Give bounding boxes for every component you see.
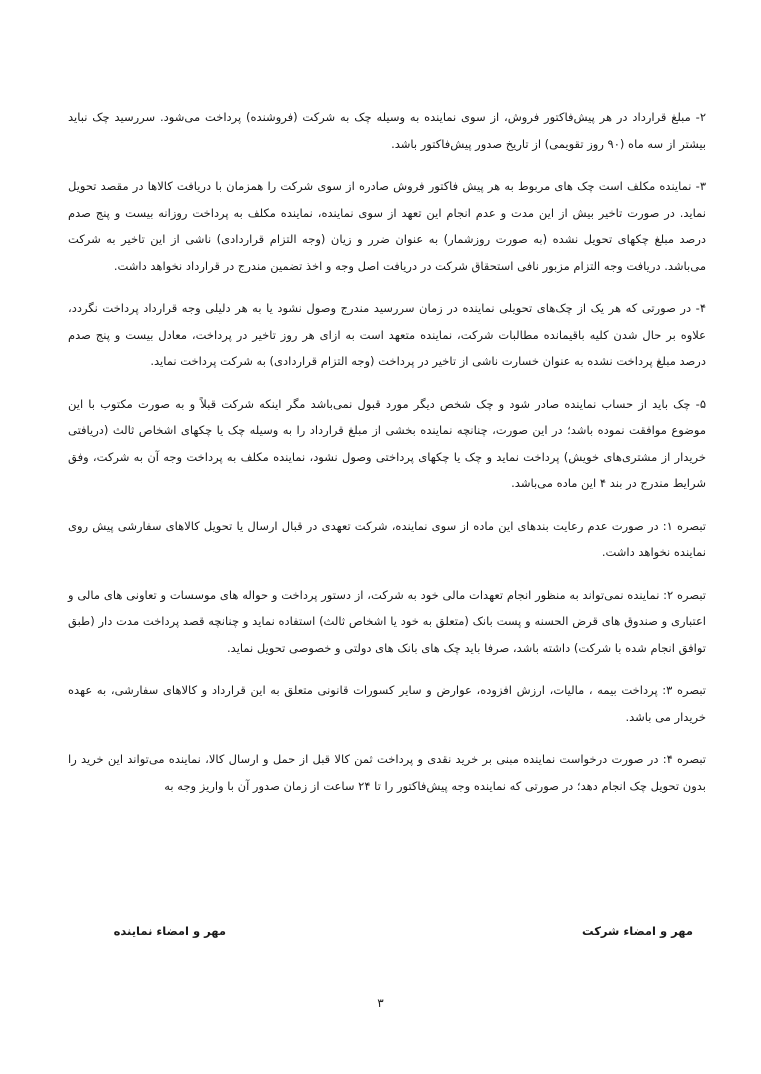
clause-5-paragraph: ۵- چک باید از حساب نماینده صادر شود و چک شخص دیگر مورد قبول نمی‌باشد مگر اینکه شرکت قبلاً و به صورت مکتوب با این موضوع موافقت نموده باشد؛ در این صورت، چنانچه نماینده بخشی از مبلغ قرارداد را به وسیله چک یا چکهای اشخاص ثالث (دریافتی خریدار از مشتری‌های خویش) پرداخت نماید و چک یا چکهای پرداختی وصول نشود، نماینده مکلف به پرداخت وجه آن به شرکت، وفق شرایط مندرج در بند ۴ این ماده می‌باشد.: [68, 396, 706, 490]
clause-4-paragraph: ۴- در صورتی که هر یک از چک‌های تحویلی نماینده در زمان سررسید مندرج وصول نشود یا به هر دلیلی وجه قرارداد پرداخت نگردد، علاوه بر حال شدن کلیه باقیمانده مطالبات شرکت، نماینده متعهد است به ازای هر روز تاخیر در پرداخت، معادل بیست و پنج صدم درصد مبلغ پرداخت نشده به عنوان خسارت ناشی از تاخیر در پرداخت (وجه التزام قراردادی) به شرکت پرداخت نماید.: [68, 301, 706, 368]
contract-body: [68, 104, 706, 815]
clause-3-paragraph: ۳- نماینده مکلف است چک های مربوط به هر پیش فاکتور فروش صادره از سوی شرکت را همزمان با دریافت کالاها در مقصد تحویل نماید. در صورت تاخیر بیش از این مدت و عدم انجام این تعهد از سوی نماینده، نماینده مکلف به پرداخت روزانه بیست و پنج صدم درصد مبلغ چکهای تحویل نشده (به صورت روزشمار) به عنوان ضرر و زیان (وجه التزام قراردادی) ناشی از این تاخیر به شرکت می‌باشد. دریافت وجه التزام مزبور نافی استحقاق شرکت در دریافت اصل وجه و اخذ تضمین مندرج در قرارداد نخواهد داشت.: [68, 179, 706, 273]
note-3-paragraph: تبصره ۳: پرداخت بیمه ، مالیات، ارزش افزوده، عوارض و سایر کسورات قانونی متعلق به این قرارداد و کالاهای سفارشی، به عهده خریدار می باشد.: [68, 683, 706, 724]
note-2-paragraph: تبصره ۲: نماینده نمی‌تواند به منظور انجام تعهدات مالی خود به شرکت، از دستور پرداخت و حواله های موسسات و تعاونی های مالی و اعتباری و صندوق های قرض الحسنه و پست بانک (متعلق به خود یا اشخاص ثالث) استفاده نماید و چنانچه قصد پرداخت مدت دار (طبق توافق انجام شده با شرکت) داشته باشد، صرفا باید چک های بانک های دولتی و خصوصی تحویل نماید.: [68, 587, 707, 655]
note-1-paragraph: تبصره ۱: در صورت عدم رعایت بندهای این ماده از سوی نماینده، شرکت تعهدی در قبال ارسال یا تحویل کالاهای سفارشی پیش روی نماینده نخواهد داشت.: [68, 518, 706, 559]
page-number: ۳: [377, 996, 384, 1010]
representative-signature-label: مهر و امضاء نماینده: [113, 924, 226, 938]
note-4-paragraph: تبصره ۴: در صورت درخواست نماینده مبنی بر خرید نقدی و پرداخت ثمن کالا قبل از حمل و ارسال کالا، نماینده می‌تواند این خرید را بدون تحویل چک انجام دهد؛ در صورتی که نماینده وجه پیش‌فاکتور را تا ۲۴ ساعت از زمان صدور آن با واریز وجه به: [68, 752, 707, 793]
signature-row: [0, 924, 761, 948]
clause-2-paragraph: ۲- مبلغ قرارداد در هر پیش‌فاکتور فروش، از سوی نماینده به وسیله چک به شرکت (فروشنده) پرداخت می‌شود. سررسید چک نباید بیشتر از سه ماه (۹۰ روز تقویمی) از تاریخ صدور پیش‌فاکتور باشد.: [68, 110, 706, 151]
company-signature-label: مهر و امضاء شرکت: [582, 924, 693, 938]
